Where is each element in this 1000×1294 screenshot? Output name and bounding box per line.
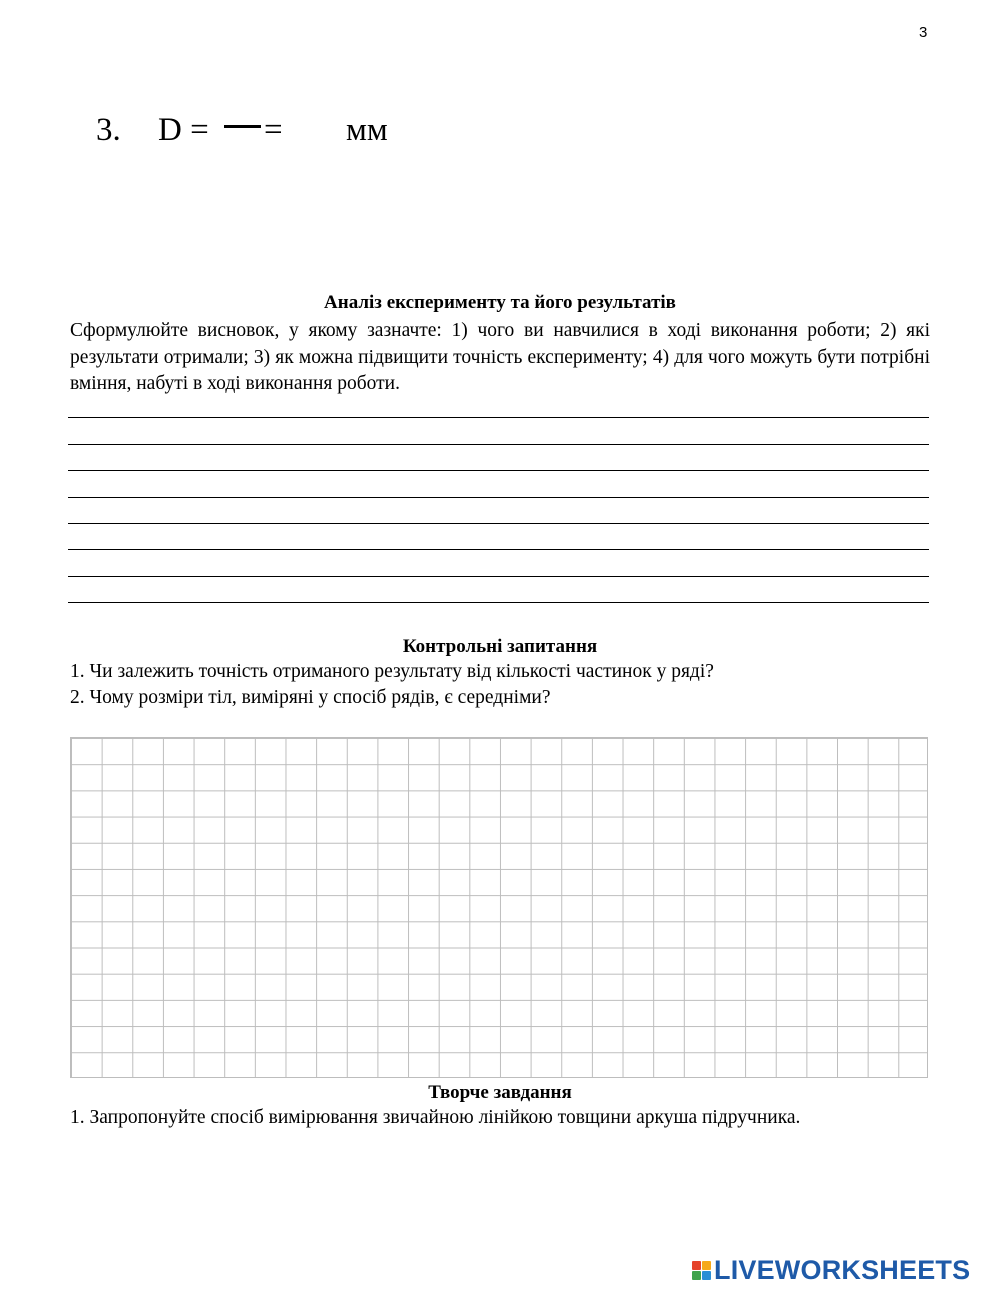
control-title: Контрольні запитання bbox=[402, 636, 598, 657]
control-question: 2. Чому розміри тіл, виміряні у спосіб рядів, є середніми? bbox=[70, 687, 551, 708]
page-number: 3 bbox=[919, 24, 928, 41]
answer-line[interactable] bbox=[68, 418, 929, 444]
answer-line[interactable] bbox=[68, 524, 929, 550]
analysis-title: Аналіз експерименту та його результатів bbox=[324, 292, 676, 313]
answer-grid[interactable] bbox=[70, 737, 928, 1078]
formula-item-number: 3. bbox=[96, 112, 121, 148]
formula-symbol: D = bbox=[158, 112, 209, 148]
formula-unit: мм bbox=[346, 112, 388, 148]
answer-line[interactable] bbox=[68, 392, 929, 418]
answer-line[interactable] bbox=[68, 498, 929, 524]
liveworksheets-logo bbox=[692, 1255, 970, 1285]
answer-lines[interactable] bbox=[68, 392, 929, 603]
fraction-bar bbox=[224, 125, 261, 128]
control-question: 1. Чи залежить точність отриманого результату від кількості частинок у ряді? bbox=[70, 661, 714, 682]
analysis-instruction: Сформулюйте висновок, у якому зазначте: 1) чого ви навчилися в ході виконання роботи; 2) які результати отримали; 3) як можна підвищити точність експерименту; 4) для чого можуть бути потрібні вміння, набуті в ході виконання роботи. bbox=[70, 320, 930, 394]
creative-task: 1. Запропонуйте спосіб вимірювання звичайною лінійкою товщини аркуша підручника. bbox=[70, 1107, 801, 1128]
creative-title: Творче завдання bbox=[428, 1082, 572, 1103]
logo-text: LIVEWORKSHEETS bbox=[714, 1254, 971, 1285]
answer-line[interactable] bbox=[68, 577, 929, 603]
answer-line[interactable] bbox=[68, 550, 929, 576]
formula-equals: = bbox=[264, 112, 283, 148]
answer-line[interactable] bbox=[68, 445, 929, 471]
answer-line[interactable] bbox=[68, 471, 929, 497]
logo-icon bbox=[692, 1261, 711, 1280]
